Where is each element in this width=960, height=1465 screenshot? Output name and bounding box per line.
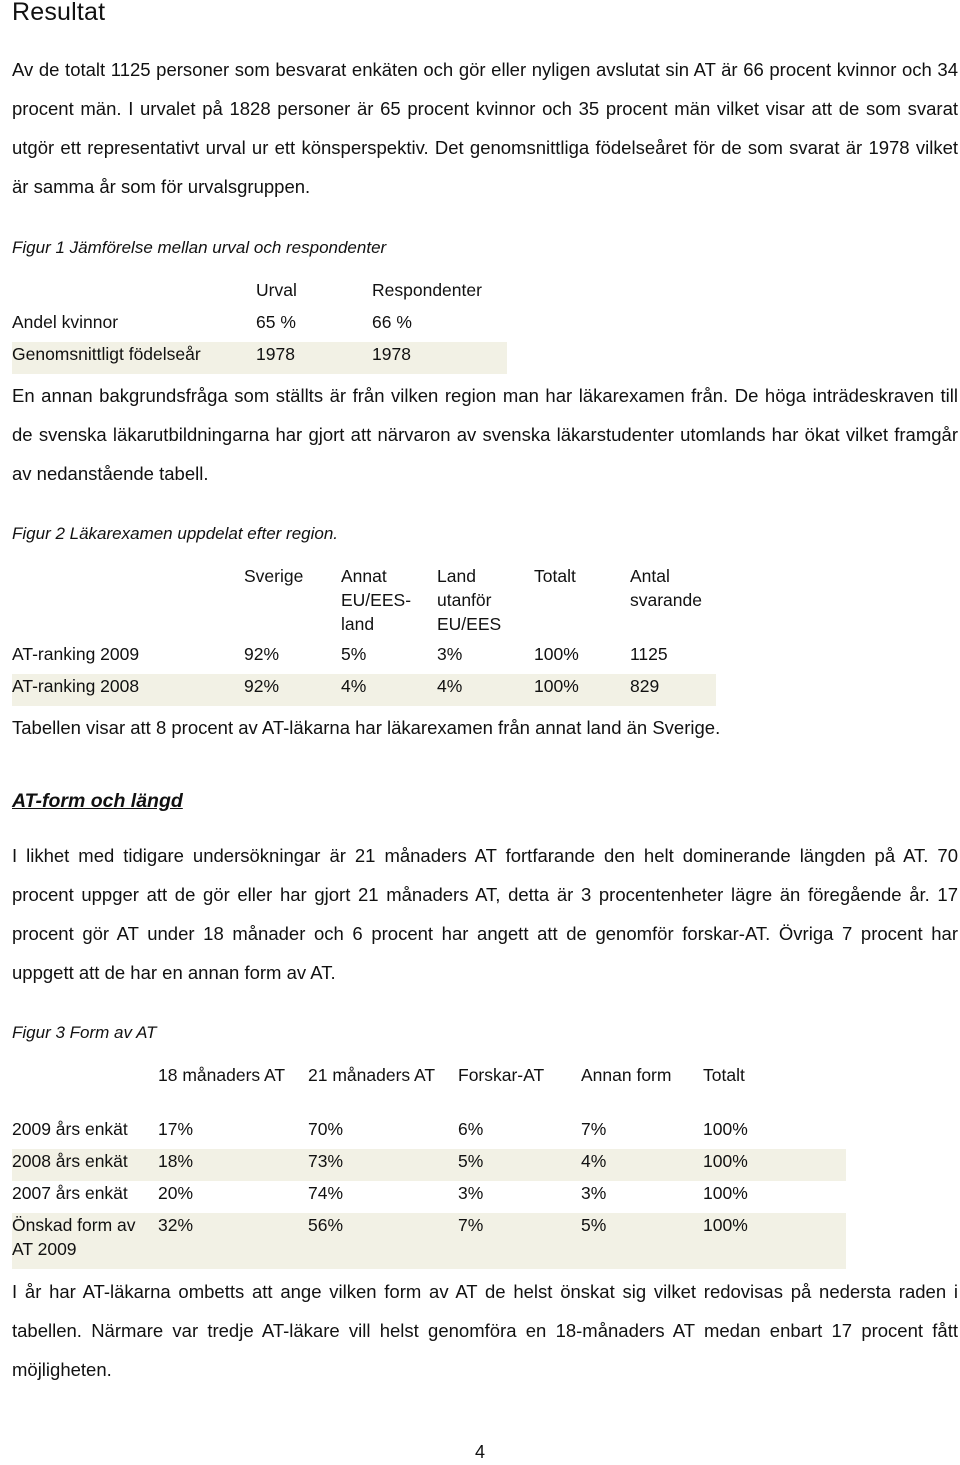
table-cell: 100% <box>703 1183 748 1203</box>
table-cell: 100% <box>534 644 579 664</box>
table-cell: 5% <box>458 1149 581 1181</box>
table-header-cell: Sverige <box>244 566 304 586</box>
figure2-caption: Figur 2 Läkarexamen uppdelat efter region. <box>12 524 339 543</box>
table-cell: 66 % <box>372 312 412 332</box>
table-cell: 92% <box>244 644 280 664</box>
table-cell: 56% <box>308 1213 458 1269</box>
table-cell: 18% <box>158 1149 308 1181</box>
table-cell: 7% <box>458 1213 581 1269</box>
table-cell: 4% <box>341 674 437 706</box>
table-cell: 2007 års enkät <box>12 1183 128 1203</box>
table-cell: AT-ranking 2009 <box>12 644 140 664</box>
table-header-row <box>12 564 716 642</box>
table-header-cell: 18 månaders AT <box>158 1065 286 1085</box>
table-cell: 65 % <box>256 312 296 332</box>
table-cell: 100% <box>703 1119 748 1139</box>
table-cell: 20% <box>158 1183 194 1203</box>
table-cell: Genomsnittligt födelseår <box>12 342 256 374</box>
figure3-table <box>12 1063 846 1269</box>
table-cell: 5% <box>341 644 367 664</box>
table-cell: 17% <box>158 1119 194 1139</box>
at-length-paragraph: I likhet med tidigare undersökningar är 21 månaders AT fortfarande den helt dominerande längden på AT. 70 procent uppger att de gör eller har gjort 21 månaders AT, detta är 3 procentenheter lägre än föregående år. 17 procent gör AT under 18 månader och 6 procent har angett att de genomför forskar-AT. Övriga 7 procent har uppgett att de har en annan form av AT. <box>12 845 958 983</box>
table-row <box>12 642 716 674</box>
table-cell: 4% <box>437 674 534 706</box>
table-cell: 2008 års enkät <box>12 1149 158 1181</box>
table-cell: 1978 <box>256 342 372 374</box>
table-cell: 2009 års enkät <box>12 1119 128 1139</box>
table-cell: 100% <box>703 1213 846 1269</box>
table-row <box>12 342 507 374</box>
table-header-cell: Antal svarande <box>630 566 702 610</box>
table-header-cell: Totalt <box>703 1065 745 1085</box>
table-cell: Önskad form av AT 2009 <box>12 1213 158 1269</box>
region-paragraph: En annan bakgrundsfråga som ställts är från vilken region man har läkarexamen från. De höga inträdeskraven till de svenska läkarutbildningarna har gjort att närvaron av svenska läkarstudenter utomlands har ökat vilket framgår av nedanstående tabell. <box>12 385 958 484</box>
preferred-form-paragraph: I år har AT-läkarna ombetts att ange vilken form av AT de helst önskat sig vilket redovisas på nedersta raden i tabellen. Närmare var tredje AT-läkare vill helst genomföra en 18-månaders AT medan enbart 17 procent fått möjligheten. <box>12 1281 958 1380</box>
table-cell: 1125 <box>630 644 668 664</box>
table-header-cell: Annan form <box>581 1065 672 1085</box>
table-header-cell: Land utanför EU/EES <box>437 566 502 634</box>
table-cell: 4% <box>581 1149 703 1181</box>
table-header-cell <box>12 564 244 642</box>
figure2-table <box>12 564 716 706</box>
table-row <box>12 674 716 706</box>
table-row <box>12 1149 846 1181</box>
table-header-row <box>12 278 507 310</box>
table-cell: 74% <box>308 1183 344 1203</box>
section-heading: AT-form och längd <box>12 790 183 812</box>
table-cell: 100% <box>703 1149 846 1181</box>
table-header-cell: Forskar-AT <box>458 1065 545 1085</box>
table-cell: 5% <box>581 1213 703 1269</box>
table-cell: 7% <box>581 1119 607 1139</box>
table-row <box>12 1181 846 1213</box>
table-cell: 3% <box>581 1183 607 1203</box>
table-header-cell: Respondenter <box>372 280 482 300</box>
table-cell: 3% <box>458 1183 484 1203</box>
table-cell: 1978 <box>372 342 507 374</box>
page-number: 4 <box>474 1442 485 1462</box>
table-cell: 829 <box>630 674 716 706</box>
table-cell: 92% <box>244 674 341 706</box>
table-row <box>12 1117 846 1149</box>
figure3-caption: Figur 3 Form av AT <box>12 1023 157 1042</box>
figure1-caption: Figur 1 Jämförelse mellan urval och respondenter <box>12 238 387 257</box>
table-header-cell: Annat EU/EES-land <box>341 566 412 634</box>
table-cell: 6% <box>458 1119 484 1139</box>
table-row <box>12 310 507 342</box>
table-cell: 32% <box>158 1213 308 1269</box>
table-header-cell <box>12 278 256 310</box>
table-cell: Andel kvinnor <box>12 312 119 332</box>
figure1-table <box>12 278 507 374</box>
table-row <box>12 1213 846 1269</box>
table-header-cell: Urval <box>256 280 297 300</box>
table-cell: 73% <box>308 1149 458 1181</box>
table-header-cell: Totalt <box>534 566 576 586</box>
page-title: Resultat <box>12 0 106 26</box>
region-summary-paragraph: Tabellen visar att 8 procent av AT-läkarna har läkarexamen från annat land än Sverige. <box>12 717 721 738</box>
table-cell: 70% <box>308 1119 344 1139</box>
table-header-cell <box>12 1063 158 1117</box>
table-header-row <box>12 1063 846 1117</box>
intro-paragraph: Av de totalt 1125 personer som besvarat enkäten och gör eller nyligen avslutat sin AT är 66 procent kvinnor och 34 procent män. I urvalet på 1828 personer är 65 procent kvinnor och 35 procent män vilket visar att de som svarat utgör ett representativt urval ur ett könsperspektiv. Det genomsnittliga födelseåret för de som svarat är 1978 vilket är samma år som för urvalsgruppen. <box>12 59 958 197</box>
table-cell: AT-ranking 2008 <box>12 674 244 706</box>
table-cell: 100% <box>534 674 630 706</box>
table-cell: 3% <box>437 644 463 664</box>
table-header-cell: 21 månaders AT <box>308 1065 436 1085</box>
